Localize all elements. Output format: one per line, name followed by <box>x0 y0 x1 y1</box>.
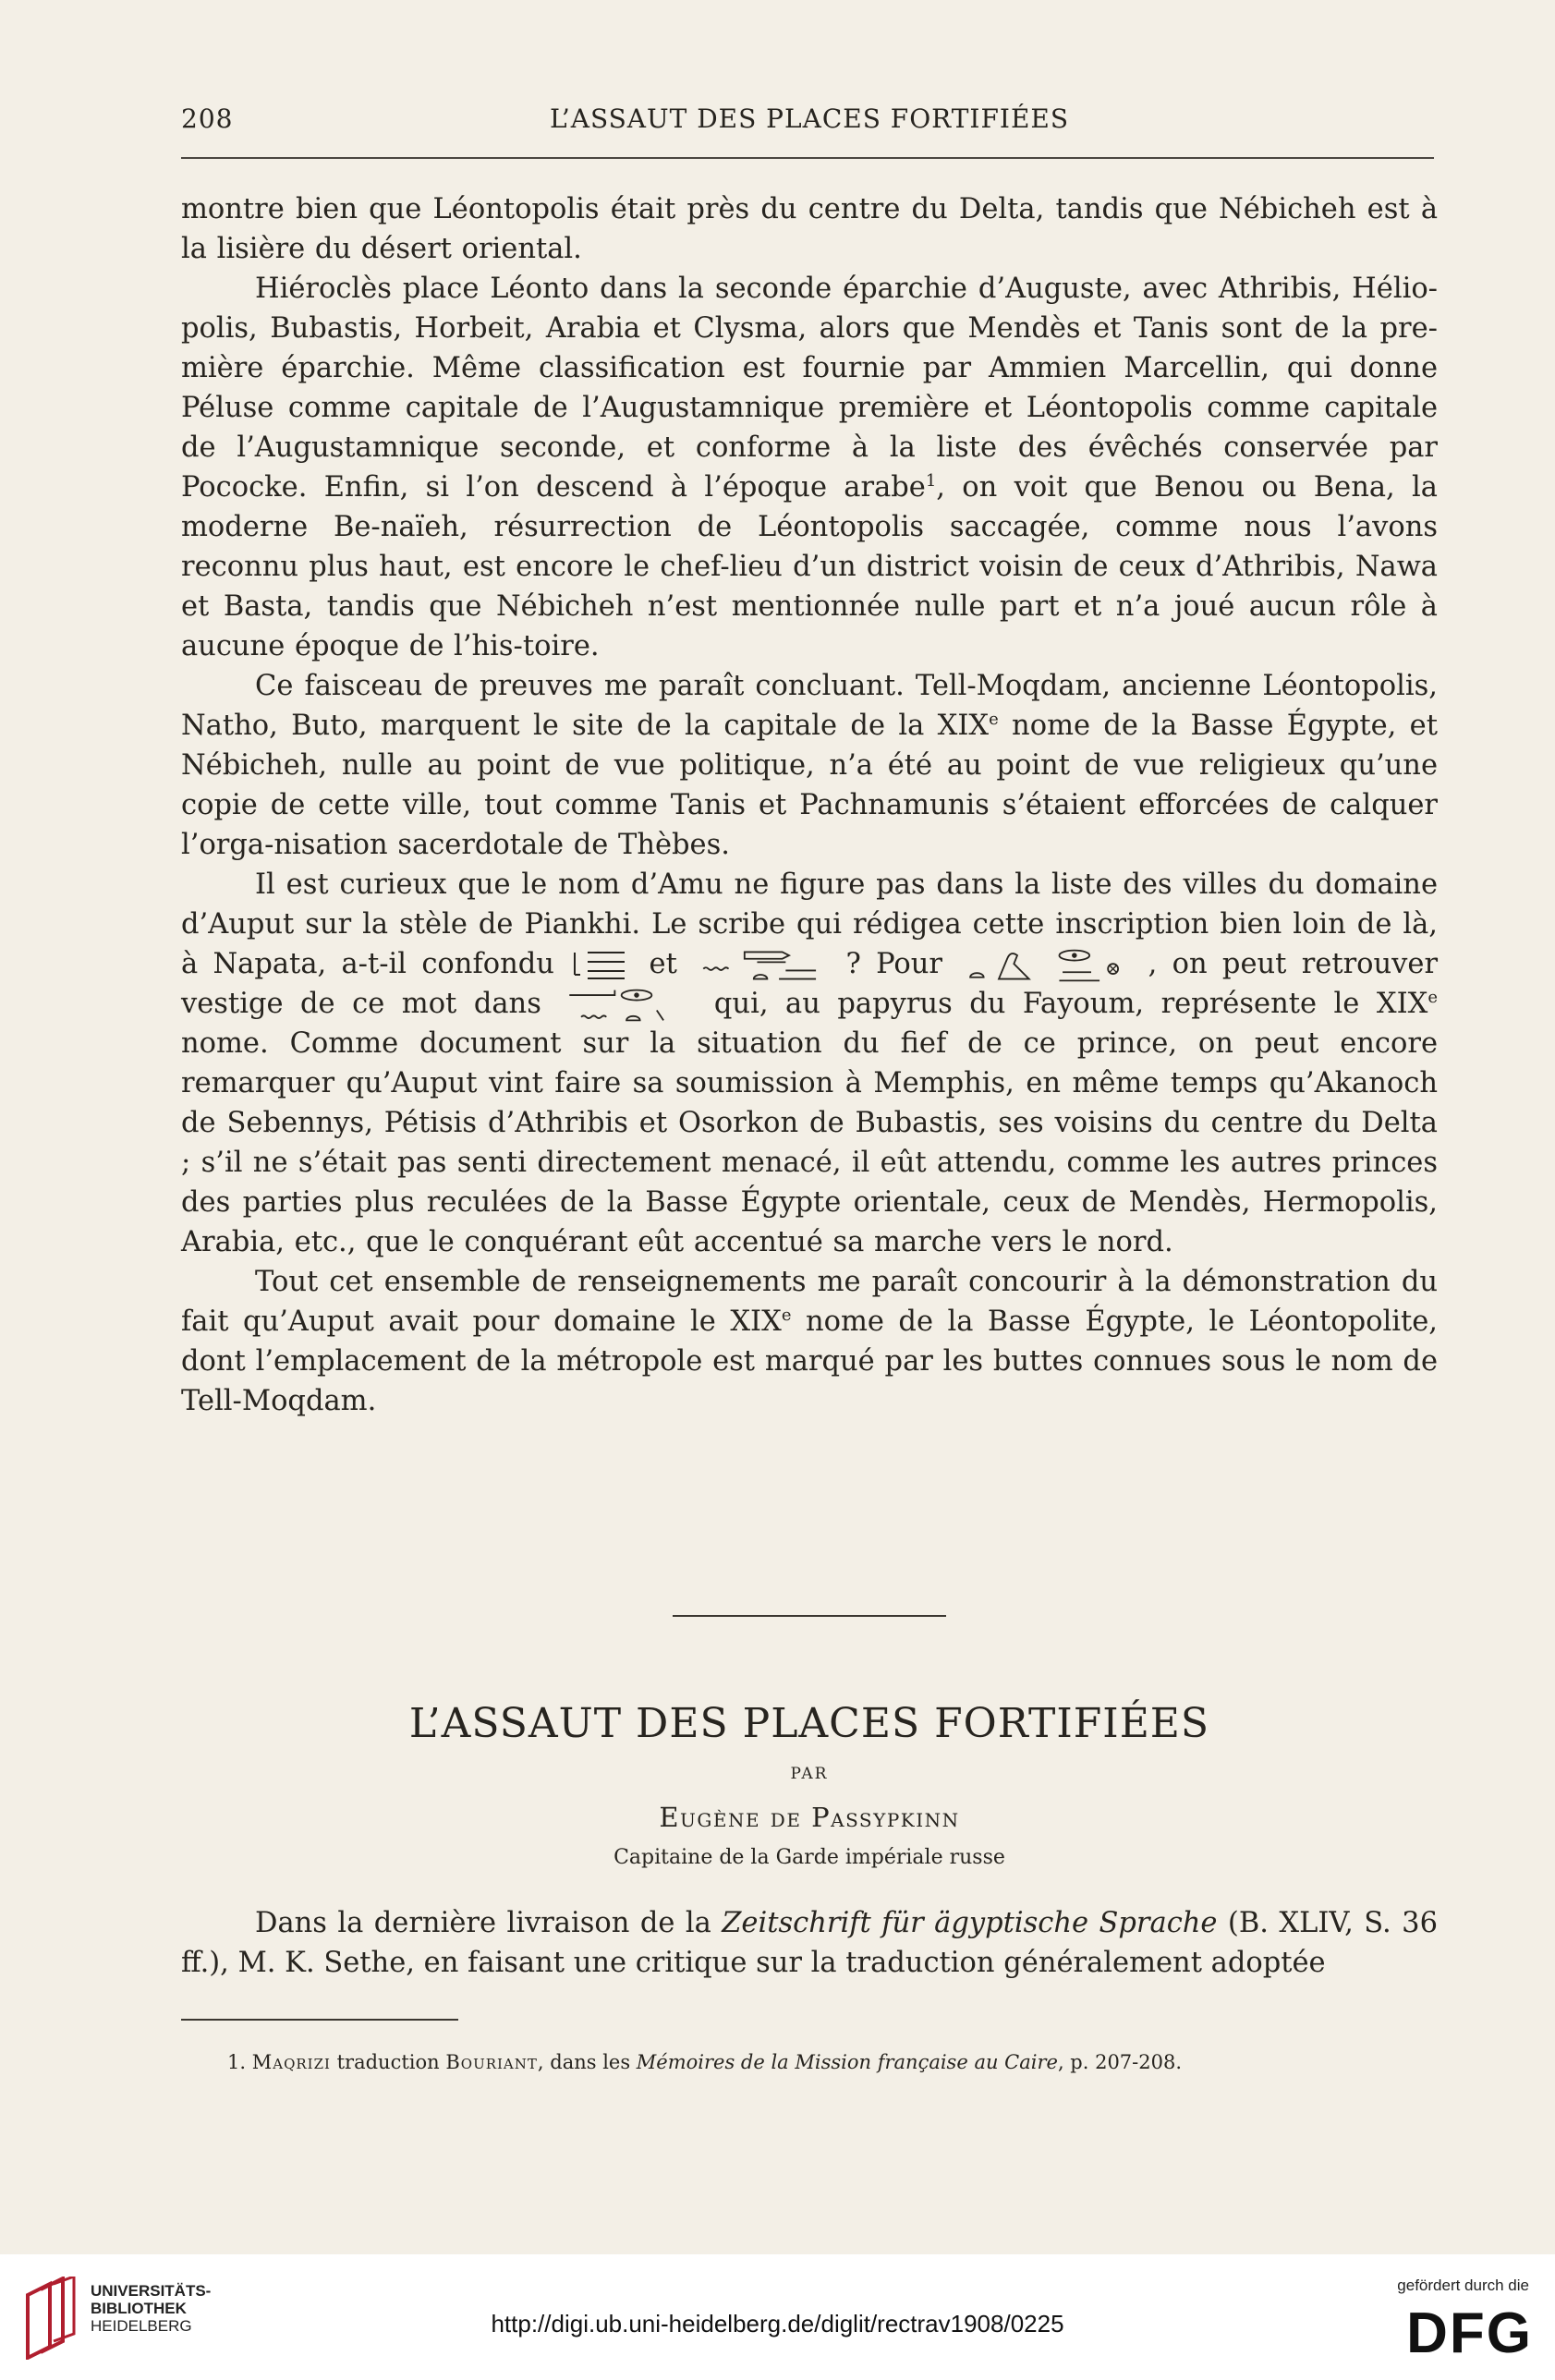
article-text-a: Dans la dernière livraison de la <box>255 1907 723 1939</box>
article-text-b: (B. XLIV, S. 36 ff.), M. K. Sethe, en faisant une critique sur la traduction généralement adoptée <box>181 1907 1438 1979</box>
superscript: e <box>989 709 999 729</box>
footnote-rule <box>181 2019 458 2021</box>
paragraph-5-part-b: nome de la Basse Égypte, le Léontopolite, dont l’emplacement de la métropole est marqué par les buttes connues sous le nom de Tell-Moqdam. <box>181 1305 1438 1417</box>
paragraph-2 <box>181 269 1438 666</box>
hieroglyph-group-1 <box>569 947 634 984</box>
paragraph-4-part-f: nome. Comme document sur la situation du fief de ce prince, on peut encore remarquer qu’Auput vint faire sa soumission à Memphis, en même temps qu’Akanoch de Sebennys, Pétisis d’Athribis et Osorkon de Bubastis, ses voisins du centre du Delta ; s’il ne s’était pas senti directement menacé, il eût attendu, comme les autres princes des parties plus reculées de la Basse Égypte orientale, ceux de Mendès, Hermopolis, Arabia, etc., que le conquérant eût accentué sa marche vers le nord. <box>181 1027 1438 1258</box>
article-paragraph-1 <box>181 1903 1438 1983</box>
paragraph-5 <box>181 1262 1438 1421</box>
hieroglyph-group-2 <box>692 947 831 984</box>
paragraph-3-part-b: nome de la Basse Égypte, et Nébicheh, nulle au point de vue politique, n’a été au point de vue religieux qu’une copie de cette ville, tout comme Tanis et Pachnamunis s’étaient efforcées de calquer l’orga-nisation sacerdotale de Thèbes. <box>181 710 1438 861</box>
footnote-translator: Bouriant <box>445 2051 538 2073</box>
byline-par: PAR <box>790 1765 829 1783</box>
footnote-ref[interactable]: 1 <box>925 470 937 491</box>
paragraph-4-part-e: qui, au papyrus du Fayoum, représente le XIX <box>713 988 1428 1020</box>
digitization-footer <box>0 2254 1555 2380</box>
footnote-author: Maqrizi <box>251 2051 331 2073</box>
paragraph-3-part-a: Ce faisceau de preuves me paraît concluant. Tell-Moqdam, ancienne Léontopolis, Natho, Buto, marquent le site de la capitale de la XIX <box>181 670 1438 742</box>
header-rule <box>181 157 1434 159</box>
body-text <box>181 189 1438 1421</box>
paragraph-3 <box>181 666 1438 865</box>
article-author: Eugène de Passypkinn <box>659 1802 960 1833</box>
permalink-url[interactable]: http://digi.ub.uni-heidelberg.de/diglit/rectrav1908/0225 <box>491 2310 1064 2338</box>
footnote-series: Mémoires de la Mission française au Caire <box>636 2051 1058 2073</box>
paragraph-4-part-c: ? Pour <box>845 948 942 980</box>
library-line-3: HEIDELBERG <box>91 2317 192 2335</box>
paragraph-4-part-a: Il est curieux que le nom d’Amu ne figure pas dans la liste des villes du domaine d’Auput sur la stèle de Piankhi. Le scribe qui rédigea cette inscription bien loin de là, à Napata, a-t-il confondu <box>181 868 1438 980</box>
journal-title: Zeitschrift für ägyptische Sprache <box>722 1907 1218 1939</box>
funding-caption: gefördert durch die <box>1397 2277 1529 2294</box>
footnote-text-a: traduction <box>330 2051 446 2073</box>
paragraph-1: montre bien que Léontopolis était près du centre du Delta, tandis que Nébicheh est à la lisière du désert oriental. <box>181 193 1438 265</box>
library-line-2: BIBLIOTHEK <box>91 2300 187 2317</box>
hieroglyph-group-4 <box>558 987 697 1024</box>
footnote-text-b: , dans les <box>537 2051 637 2073</box>
footnote-number: 1. <box>227 2051 247 2073</box>
paragraph-4-part-d: , on peut retrouver vestige de ce mot dans <box>181 948 1439 1020</box>
superscript: e <box>1427 987 1438 1007</box>
dfg-logo[interactable]: DFG <box>1406 2301 1533 2365</box>
paragraph-2-part-b: , on voit que Benou ou Bena, la moderne Be-naïeh, résurrection de Léontopolis saccagée, comme nous l’avons reconnu plus haut, est encore le chef-lieu d’un district voisin de ceux d’Athribis, Nawa et Basta, tandis que Nébicheh n’est mentionnée nulle part et n’a joué aucun rôle à aucune époque de l’his-toire. <box>181 471 1438 662</box>
paragraph-2-part-a: Hiéroclès place Léonto dans la seconde éparchie d’Auguste, avec Athribis, Hélio-polis, Bubastis, Horbeit, Arabia et Clysma, alors que Mendès et Tanis sont de la pre-mière éparchie. Même classification est fournie par Ammien Marcellin, qui donne Péluse comme capitale de l’Augustamnique première et Léontopolis comme capitale de l’Augustamnique seconde, et conforme à la liste des évêchés conservée par Pococke. Enfin, si l’on descend à l’époque arabe <box>181 273 1438 504</box>
paragraph-4 <box>181 865 1438 1262</box>
author-affiliation: Capitaine de la Garde impériale russe <box>613 1846 1005 1869</box>
library-line-1: UNIVERSITÄTS- <box>91 2282 212 2300</box>
section-separator <box>673 1615 946 1617</box>
paragraph-5-part-a: Tout cet ensemble de renseignements me paraît concourir à la démonstration du fait qu’Auput avait pour domaine le XIX <box>181 1266 1438 1338</box>
paragraph-4-part-b: et <box>649 948 677 980</box>
article-body <box>181 1903 1438 1983</box>
page-number: 208 <box>181 103 234 134</box>
superscript: e <box>781 1305 792 1325</box>
running-title: L’ASSAUT DES PLACES FORTIFIÉES <box>549 103 1070 134</box>
footnote <box>227 2049 1428 2075</box>
footnote-text-c: , p. 207-208. <box>1057 2051 1183 2073</box>
hieroglyph-group-3 <box>957 947 1133 984</box>
article-title: L’ASSAUT DES PLACES FORTIFIÉES <box>408 1700 1210 1747</box>
